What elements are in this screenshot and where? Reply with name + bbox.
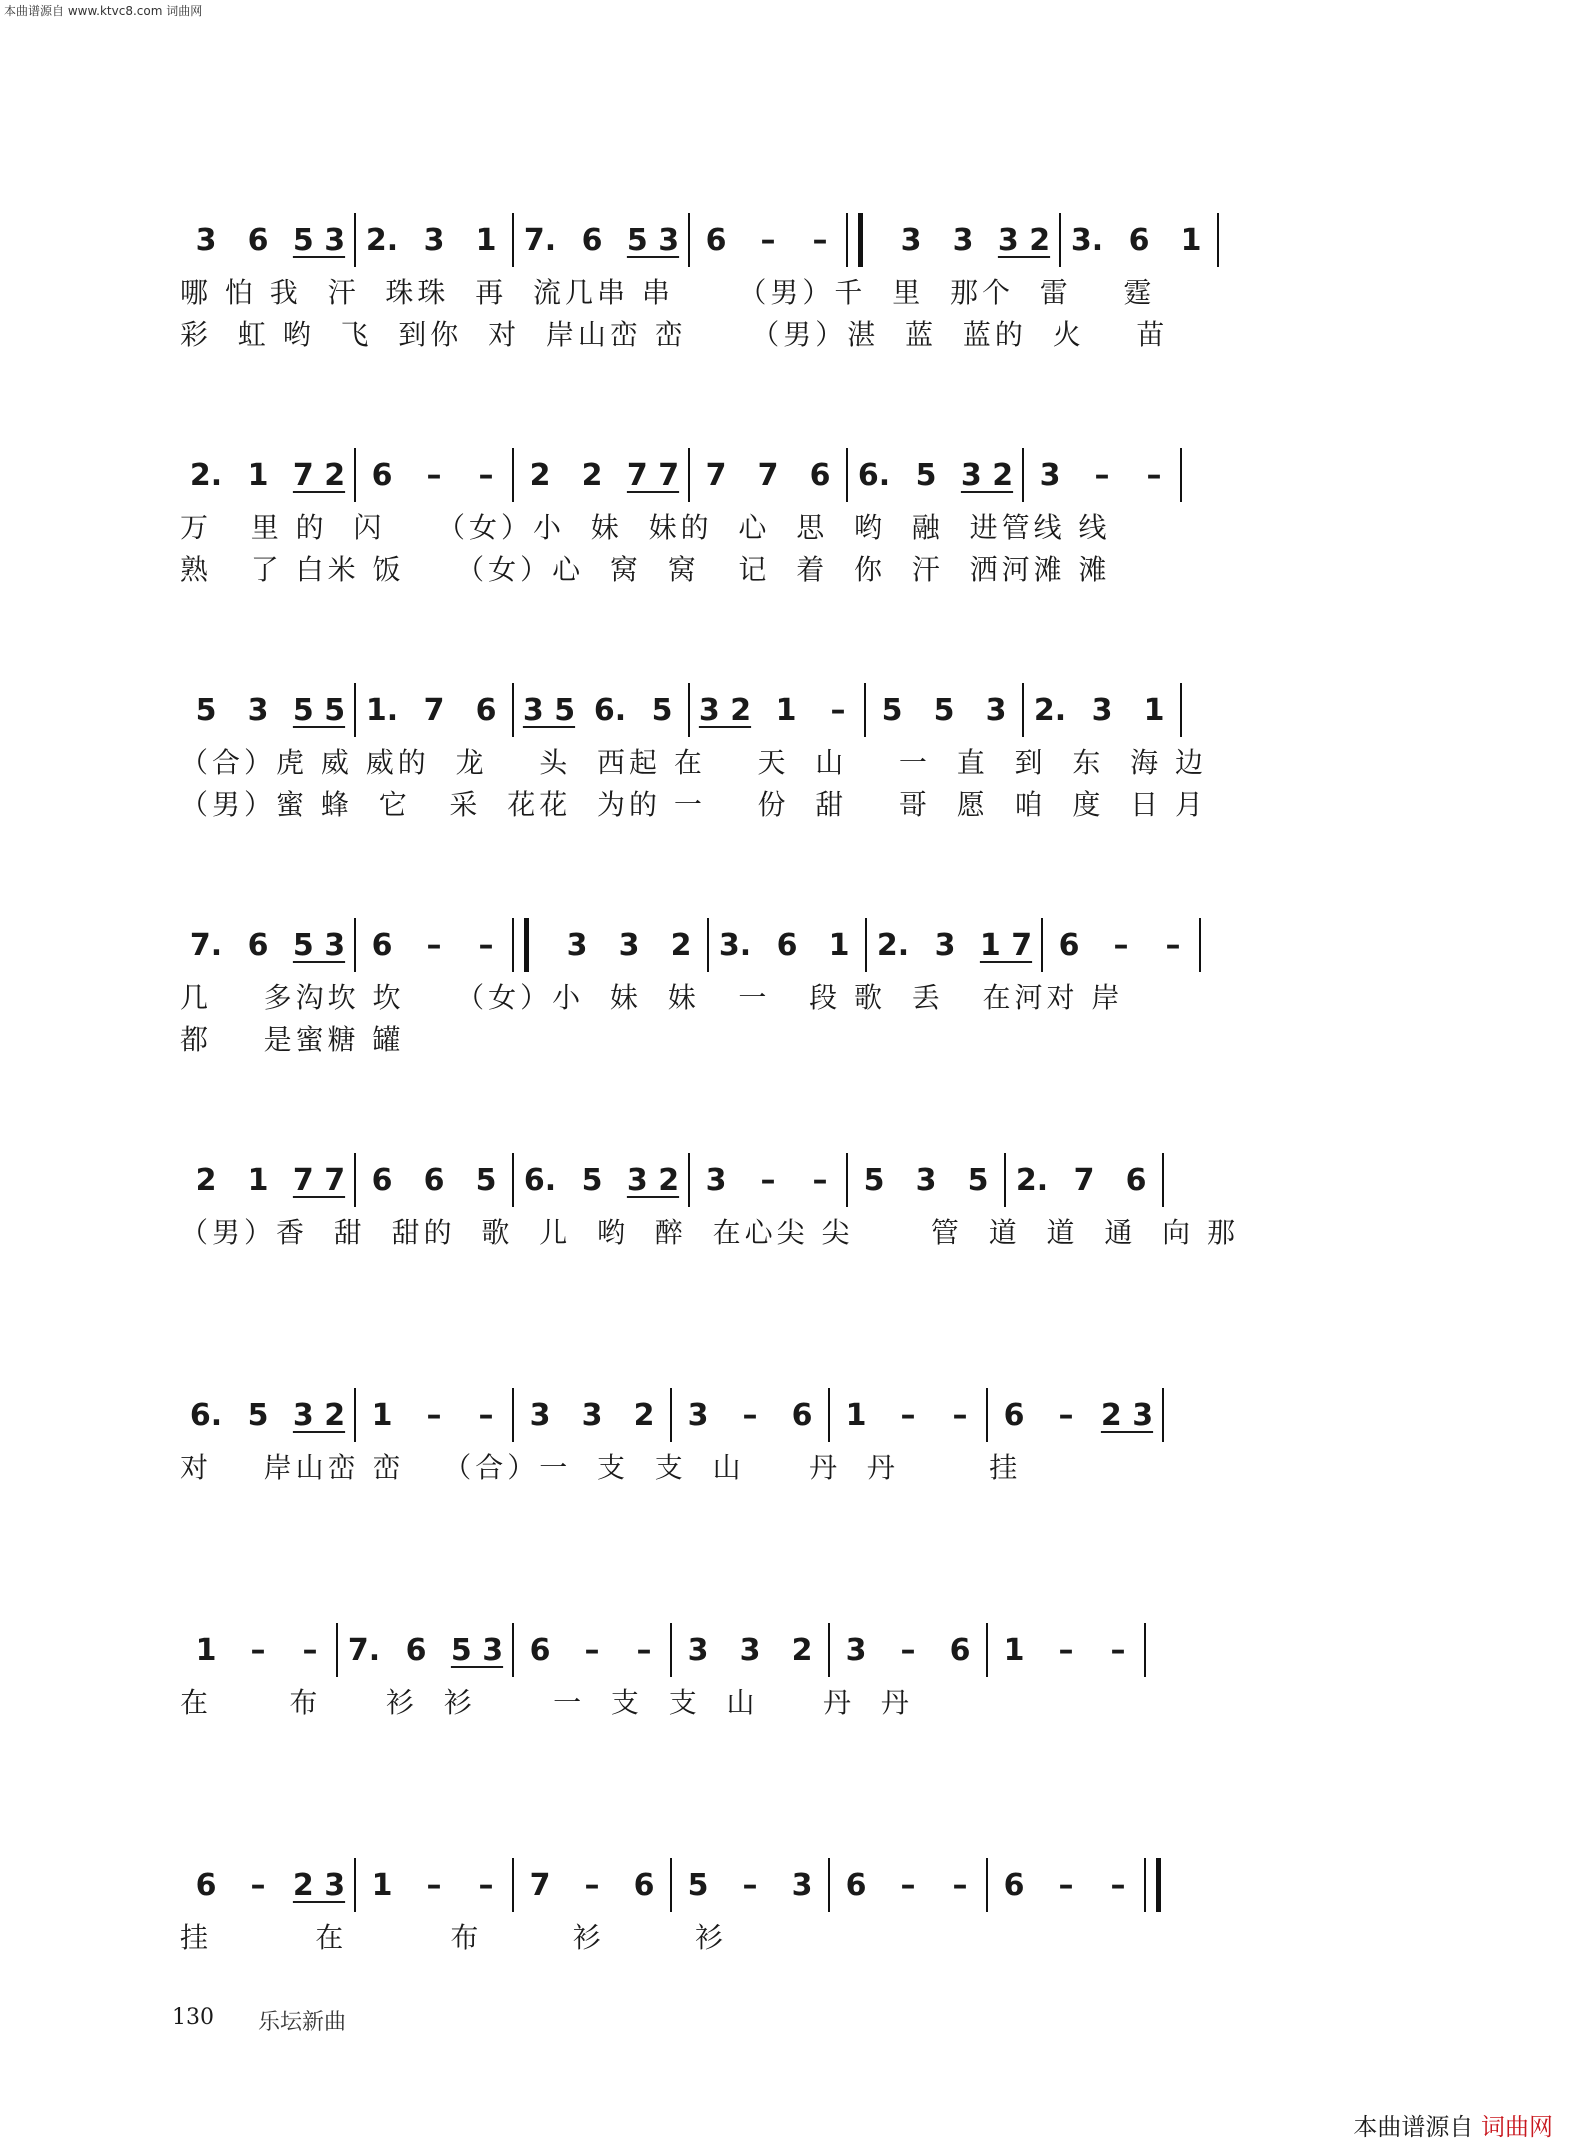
- note: 5: [881, 692, 903, 728]
- note: 6: [791, 1397, 813, 1433]
- sustain-dash: –: [1058, 1397, 1074, 1433]
- note: 6: [371, 457, 393, 493]
- note: 3 2: [960, 457, 1014, 493]
- note: 6: [371, 1162, 393, 1198]
- lyric-text: 哪 怕 我 汗 珠珠 再 流几串 串 （男）千 里 那个 雷 霆: [180, 276, 1156, 309]
- note: 3: [934, 927, 956, 963]
- sustain-dash: –: [1110, 1867, 1126, 1903]
- double-barline: [846, 213, 863, 267]
- sustain-dash: –: [812, 222, 828, 258]
- lyric-line: [180, 975, 1400, 1017]
- sustain-dash: –: [1058, 1632, 1074, 1668]
- note: 3: [618, 927, 640, 963]
- note: 1: [247, 1162, 269, 1198]
- note: 1: [247, 457, 269, 493]
- note: 1: [1143, 692, 1165, 728]
- note: 2: [195, 1162, 217, 1198]
- sustain-dash: –: [478, 1867, 494, 1903]
- note: 1: [1003, 1632, 1025, 1668]
- notation-row: [180, 1855, 1400, 1915]
- note: 3 5: [522, 692, 576, 728]
- note: 5: [247, 1397, 269, 1433]
- note: 3: [195, 222, 217, 258]
- lyric-line: [180, 1445, 1400, 1487]
- note: 1 7: [979, 927, 1033, 963]
- lyric-line: [180, 1915, 1400, 1957]
- note: 2.: [1033, 692, 1067, 728]
- note: 2.: [365, 222, 399, 258]
- note: 5: [195, 692, 217, 728]
- note: 1: [845, 1397, 867, 1433]
- note: 6: [405, 1632, 427, 1668]
- lyric-line: [180, 547, 1400, 589]
- sustain-dash: –: [1113, 927, 1129, 963]
- score-system: [180, 1385, 1400, 1620]
- note: 7: [1073, 1162, 1095, 1198]
- note: 3 2: [997, 222, 1051, 258]
- note: 6: [1128, 222, 1150, 258]
- note: 7: [705, 457, 727, 493]
- sustain-dash: –: [250, 1632, 266, 1668]
- note: 3: [687, 1397, 709, 1433]
- note: 6: [1125, 1162, 1147, 1198]
- note: 6: [1003, 1867, 1025, 1903]
- note: 1: [775, 692, 797, 728]
- note: 1: [828, 927, 850, 963]
- note: 7: [757, 457, 779, 493]
- lyric-text: 对 岸山峦 峦 （合）一 支 支 山 丹 丹 挂: [180, 1451, 1022, 1484]
- note: 3: [845, 1632, 867, 1668]
- lyric-text: 万 里 的 闪 （女）小 妹 妹的 心 思 哟 融 进管线 线: [180, 511, 1111, 544]
- lyric-line: [180, 1722, 1400, 1764]
- source-watermark-bottom: [1353, 2107, 1553, 2142]
- note: 3: [566, 927, 588, 963]
- lyric-line: [180, 740, 1400, 782]
- note: 6: [581, 222, 603, 258]
- barline: [1180, 683, 1182, 737]
- note: 2: [791, 1632, 813, 1668]
- note: 5: [933, 692, 955, 728]
- note: 7: [529, 1867, 551, 1903]
- sustain-dash: –: [952, 1867, 968, 1903]
- note: 2.: [1015, 1162, 1049, 1198]
- note: 1: [475, 222, 497, 258]
- note: 6: [1003, 1397, 1025, 1433]
- note: 3.: [1070, 222, 1104, 258]
- sustain-dash: –: [742, 1867, 758, 1903]
- publication-title: 乐坛新曲: [258, 2010, 347, 2035]
- barline: [1162, 1153, 1164, 1207]
- sustain-dash: –: [742, 1397, 758, 1433]
- note: 3: [1039, 457, 1061, 493]
- note: 5 3: [292, 927, 346, 963]
- note: 7 7: [626, 457, 680, 493]
- note: 3: [581, 1397, 603, 1433]
- note: 2.: [876, 927, 910, 963]
- sustain-dash: –: [900, 1867, 916, 1903]
- sustain-dash: –: [830, 692, 846, 728]
- sustain-dash: –: [636, 1632, 652, 1668]
- note: 3.: [718, 927, 752, 963]
- lyric-text: 几 多沟坎 坎 （女）小 妹 妹 一 段 歌 丢 在河对 岸: [180, 981, 1124, 1014]
- note: 1: [371, 1867, 393, 1903]
- lyric-text: 在 布 衫 衫 一 支 支 山 丹 丹: [180, 1686, 913, 1719]
- lyric-line: [180, 1487, 1400, 1529]
- notation-row: [180, 915, 1400, 975]
- note: 6: [247, 222, 269, 258]
- site-name: 词曲网: [1481, 2113, 1553, 2141]
- note: 5: [967, 1162, 989, 1198]
- note: 3: [915, 1162, 937, 1198]
- note: 3: [900, 222, 922, 258]
- note: 3: [985, 692, 1007, 728]
- sustain-dash: –: [426, 1867, 442, 1903]
- double-barline: [512, 918, 529, 972]
- note: 6: [949, 1632, 971, 1668]
- note: 1: [195, 1632, 217, 1668]
- note: 5: [863, 1162, 885, 1198]
- note: 7 2: [292, 457, 346, 493]
- note: 2: [529, 457, 551, 493]
- score-system: [180, 445, 1400, 680]
- note: 6: [845, 1867, 867, 1903]
- sustain-dash: –: [1110, 1632, 1126, 1668]
- lyric-text: 挂 在 布 衫 衫: [180, 1921, 728, 1954]
- note: 5: [687, 1867, 709, 1903]
- note: 3 2: [626, 1162, 680, 1198]
- score-system: [180, 915, 1400, 1150]
- barline: [1144, 1623, 1146, 1677]
- note: 6: [809, 457, 831, 493]
- note: 5: [581, 1162, 603, 1198]
- lyric-text: （男）蜜 蜂 它 采 花花 为的 一 份 甜 哥 愿 咱 度 日 月: [180, 788, 1208, 821]
- note: 6: [776, 927, 798, 963]
- note: 6.: [189, 1397, 223, 1433]
- numbered-music-score: [180, 210, 1400, 2090]
- note: 6: [195, 1867, 217, 1903]
- score-system: [180, 1620, 1400, 1855]
- notation-row: [180, 1385, 1400, 1445]
- notation-row: [180, 1620, 1400, 1680]
- note: 5 3: [292, 222, 346, 258]
- note: 5: [651, 692, 673, 728]
- note: 7.: [523, 222, 557, 258]
- note: 3 2: [292, 1397, 346, 1433]
- lyric-line: [180, 1957, 1400, 1999]
- score-system: [180, 210, 1400, 445]
- note: 3: [952, 222, 974, 258]
- score-system: [180, 1855, 1400, 2090]
- sustain-dash: –: [426, 457, 442, 493]
- sustain-dash: –: [426, 927, 442, 963]
- sustain-dash: –: [900, 1632, 916, 1668]
- sustain-dash: –: [426, 1397, 442, 1433]
- lyric-line: [180, 505, 1400, 547]
- note: 7.: [189, 927, 223, 963]
- note: 5: [475, 1162, 497, 1198]
- score-system: [180, 680, 1400, 915]
- note: 3: [529, 1397, 551, 1433]
- notation-row: [180, 1150, 1400, 1210]
- lyric-line: [180, 782, 1400, 824]
- note: 6: [247, 927, 269, 963]
- note: 2: [633, 1397, 655, 1433]
- sustain-dash: –: [1094, 457, 1110, 493]
- note: 3 2: [698, 692, 752, 728]
- note: 6.: [857, 457, 891, 493]
- note: 6.: [593, 692, 627, 728]
- note: 6: [529, 1632, 551, 1668]
- note: 6: [371, 927, 393, 963]
- lyric-line: [180, 1210, 1400, 1252]
- lyric-line: [180, 1252, 1400, 1294]
- sustain-dash: –: [760, 222, 776, 258]
- lyric-text: 熟 了 白米 饭 （女）心 窝 窝 记 着 你 汗 洒河滩 滩: [180, 553, 1111, 586]
- source-label: 本曲谱源自: [1353, 2113, 1474, 2141]
- notation-row: [180, 210, 1400, 270]
- sustain-dash: –: [478, 927, 494, 963]
- sustain-dash: –: [302, 1632, 318, 1668]
- note: 2.: [189, 457, 223, 493]
- sustain-dash: –: [1058, 1867, 1074, 1903]
- note: 7: [423, 692, 445, 728]
- source-watermark-top: 本曲谱源自 www.ktvc8.com 词曲网: [4, 4, 203, 18]
- note: 6: [633, 1867, 655, 1903]
- note: 6: [423, 1162, 445, 1198]
- note: 1: [1180, 222, 1202, 258]
- note: 3: [1091, 692, 1113, 728]
- note: 2: [581, 457, 603, 493]
- note: 7.: [347, 1632, 381, 1668]
- double-barline: [1144, 1858, 1161, 1912]
- note: 2 3: [292, 1867, 346, 1903]
- note: 5 3: [626, 222, 680, 258]
- lyric-text: 都 是蜜糖 罐: [180, 1023, 405, 1056]
- lyric-line: [180, 312, 1400, 354]
- barline: [1199, 918, 1201, 972]
- sustain-dash: –: [250, 1867, 266, 1903]
- note: 6.: [523, 1162, 557, 1198]
- note: 6: [1058, 927, 1080, 963]
- notation-row: [180, 445, 1400, 505]
- note: 3: [247, 692, 269, 728]
- note: 2 3: [1100, 1397, 1154, 1433]
- note: 7 7: [292, 1162, 346, 1198]
- lyric-text: （男）香 甜 甜的 歌 儿 哟 醉 在心尖 尖 管 道 道 通 向 那: [180, 1216, 1240, 1249]
- sustain-dash: –: [584, 1632, 600, 1668]
- sustain-dash: –: [952, 1397, 968, 1433]
- note: 3: [739, 1632, 761, 1668]
- sustain-dash: –: [584, 1867, 600, 1903]
- note: 6: [475, 692, 497, 728]
- note: 1.: [365, 692, 399, 728]
- lyric-text: 彩 虹 哟 飞 到你 对 岸山峦 峦 （男）湛 蓝 蓝的 火 苗: [180, 318, 1169, 351]
- lyric-line: [180, 1680, 1400, 1722]
- lyric-line: [180, 270, 1400, 312]
- sustain-dash: –: [760, 1162, 776, 1198]
- note: 3: [687, 1632, 709, 1668]
- barline: [1217, 213, 1219, 267]
- note: 3: [791, 1867, 813, 1903]
- sustain-dash: –: [1165, 927, 1181, 963]
- note: 3: [423, 222, 445, 258]
- note: 1: [371, 1397, 393, 1433]
- lyric-text: （合）虎 威 威的 龙 头 西起 在 天 山 一 直 到 东 海 边: [180, 746, 1208, 779]
- note: 2: [670, 927, 692, 963]
- page-number: 130: [172, 2005, 214, 2030]
- score-system: [180, 1150, 1400, 1385]
- note: 3: [705, 1162, 727, 1198]
- note: 5: [915, 457, 937, 493]
- sustain-dash: –: [478, 1397, 494, 1433]
- lyric-line: [180, 1017, 1400, 1059]
- sustain-dash: –: [478, 457, 494, 493]
- notation-row: [180, 680, 1400, 740]
- note: 5 3: [450, 1632, 504, 1668]
- barline: [1180, 448, 1182, 502]
- sustain-dash: –: [812, 1162, 828, 1198]
- note: 5 5: [292, 692, 346, 728]
- note: 6: [705, 222, 727, 258]
- sustain-dash: –: [1146, 457, 1162, 493]
- barline: [1162, 1388, 1164, 1442]
- sustain-dash: –: [900, 1397, 916, 1433]
